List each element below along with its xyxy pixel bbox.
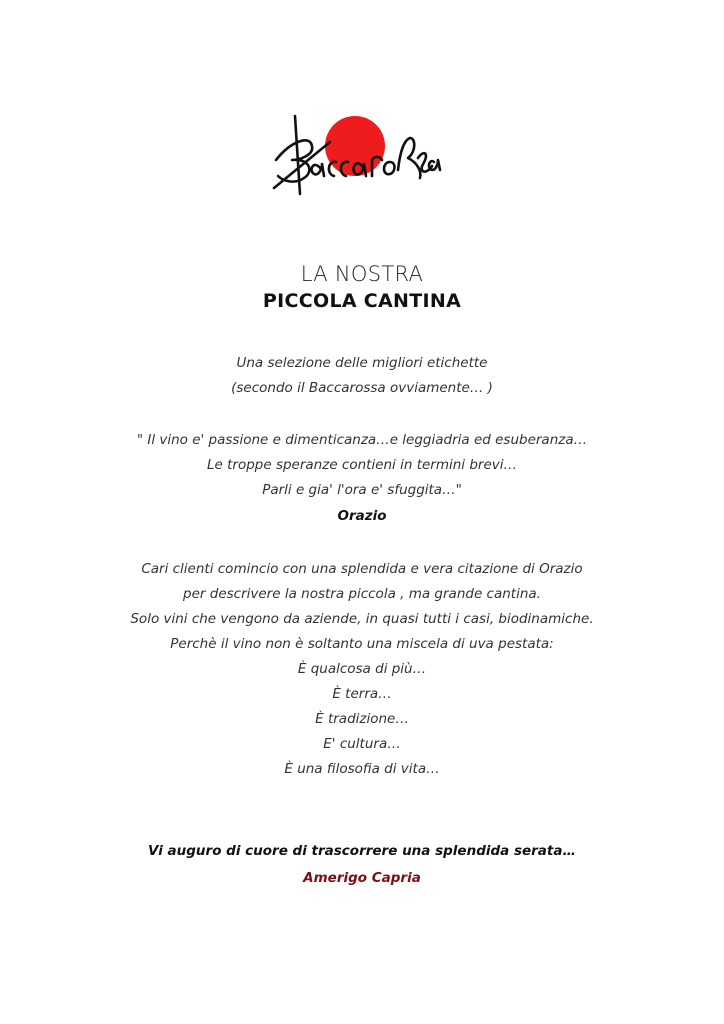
quote-line-3: Parli e gia' l'ora e' sfuggita…" bbox=[262, 482, 462, 498]
body-line-7: È tradizione… bbox=[315, 711, 409, 727]
closing-wish: Vi auguro di cuore di trascorrere una splendida serata… bbox=[148, 843, 576, 859]
body-line-8: E' cultura… bbox=[323, 736, 401, 752]
body-line-5: È qualcosa di più… bbox=[297, 661, 427, 677]
title-line-1: LA NOSTRA bbox=[300, 262, 424, 286]
baccarossa-logo bbox=[270, 112, 445, 200]
body-line-4: Perchè il vino non è soltanto una miscela di uva pestata: bbox=[170, 636, 554, 652]
body-line-6: È terra… bbox=[332, 686, 392, 702]
closing-signature: Amerigo Capria bbox=[303, 870, 421, 886]
intro-line-2: (secondo il Baccarossa ovviamente… ) bbox=[231, 380, 493, 396]
quote-line-1: " Il vino e' passione e dimenticanza…e leggiadria ed esuberanza… bbox=[136, 432, 588, 448]
quote-author: Orazio bbox=[337, 508, 387, 524]
body-line-9: È una filosofia di vita… bbox=[284, 761, 440, 777]
body-line-2: per descrivere la nostra piccola , ma grande cantina. bbox=[183, 586, 541, 602]
body-line-1: Cari clienti comincio con una splendida e vera citazione di Orazio bbox=[141, 561, 583, 577]
quote-line-2: Le troppe speranze contieni in termini brevi… bbox=[206, 457, 518, 473]
body-line-3: Solo vini che vengono da aziende, in quasi tutti i casi, biodinamiche. bbox=[130, 611, 594, 627]
intro-line-1: Una selezione delle migliori etichette bbox=[236, 355, 488, 371]
title-line-2: PICCOLA CANTINA bbox=[262, 290, 462, 312]
